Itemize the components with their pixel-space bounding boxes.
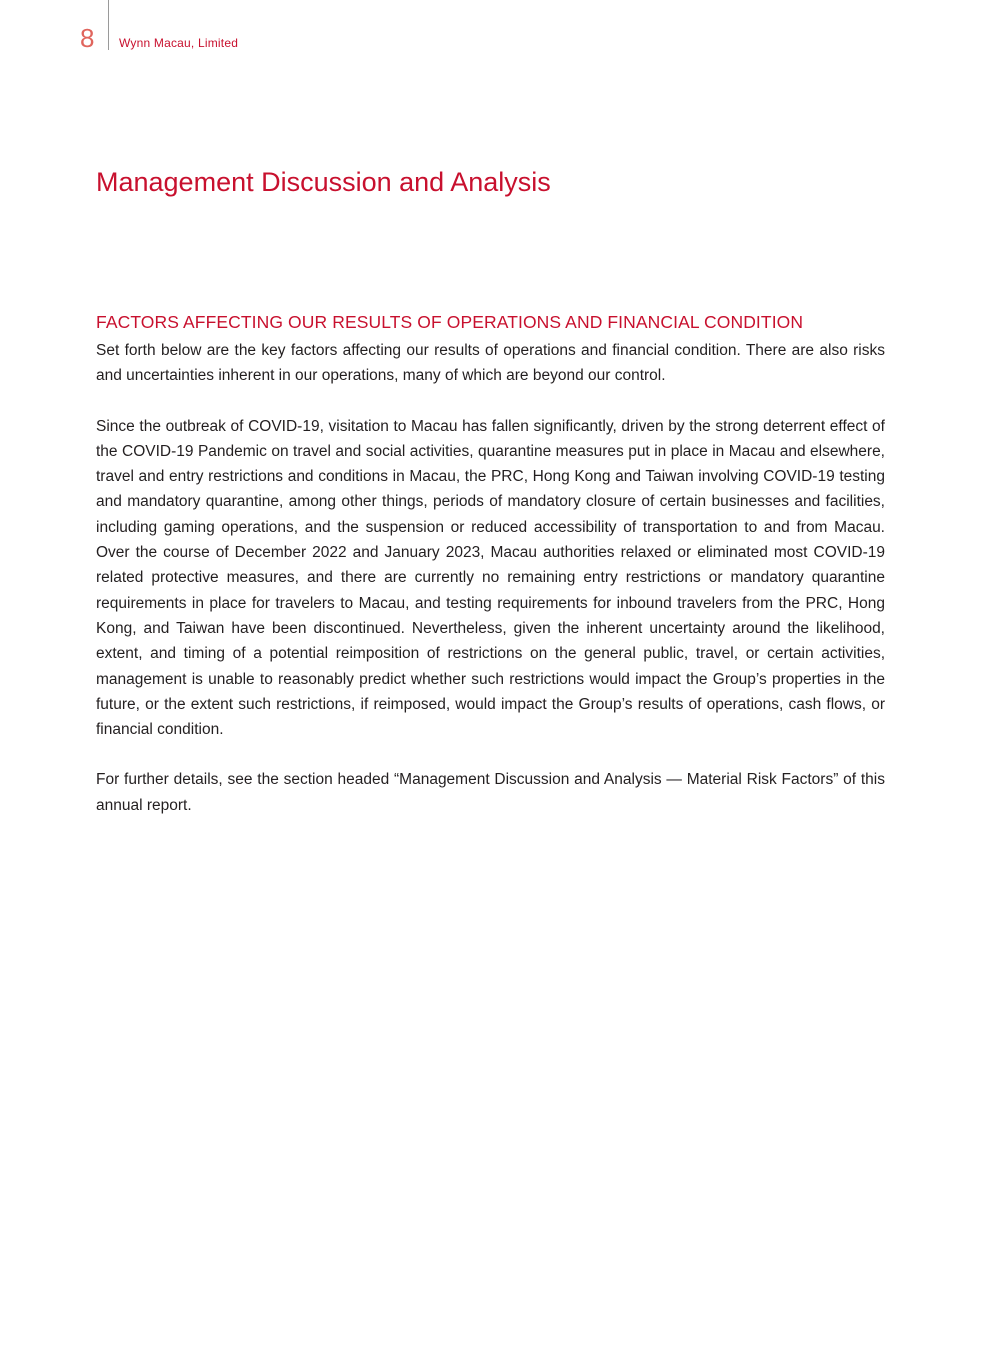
header-divider bbox=[108, 0, 109, 50]
company-name: Wynn Macau, Limited bbox=[119, 36, 239, 50]
page-number: 8 bbox=[80, 23, 95, 53]
paragraph-further-details: For further details, see the section headed “Management Discussion and Analysis — Material Risk Factors” of this annual report. bbox=[96, 771, 885, 814]
page-header bbox=[0, 0, 1006, 60]
section-heading: FACTORS AFFECTING OUR RESULTS OF OPERATIONS AND FINANCIAL CONDITION bbox=[96, 312, 804, 332]
paragraph-intro: Set forth below are the key factors affecting our results of operations and financial condition. There are also risks and uncertainties inherent in our operations, many of which are beyond our control. bbox=[96, 342, 885, 385]
paragraph-covid: Since the outbreak of COVID-19, visitation to Macau has fallen significantly, driven by the strong deterrent effect of the COVID-19 Pandemic on travel and social activities, quarantine measures put in place in Macau and elsewhere, travel and entry restrictions and conditions in Macau, the PRC, Hong Kong and Taiwan involving COVID-19 testing and mandatory quarantine, among other things, periods of mandatory closure of certain businesses and facilities, including gaming operations, and the suspension or reduced accessibility of transportation to and from Macau. Over the course of December 2022 and January 2023, Macau authorities relaxed or eliminated most COVID-19 related protective measures, and there are currently no remaining entry restrictions or mandatory quarantine requirements in place for travelers to Macau, and testing requirements for inbound travelers from the PRC, Hong Kong, and Taiwan have been discontinued. Nevertheless, given the inherent uncertainty around the likelihood, extent, and timing of a potential reimposition of restrictions on the general public, travel, or certain activities, management is unable to reasonably predict whether such restrictions would impact the Group’s properties in the future, or the extent such restrictions, if reimposed, would impact the Group’s results of operations, cash flows, or financial condition. bbox=[96, 417, 885, 739]
section-factors bbox=[96, 310, 885, 843]
page-title: Management Discussion and Analysis bbox=[96, 167, 551, 197]
